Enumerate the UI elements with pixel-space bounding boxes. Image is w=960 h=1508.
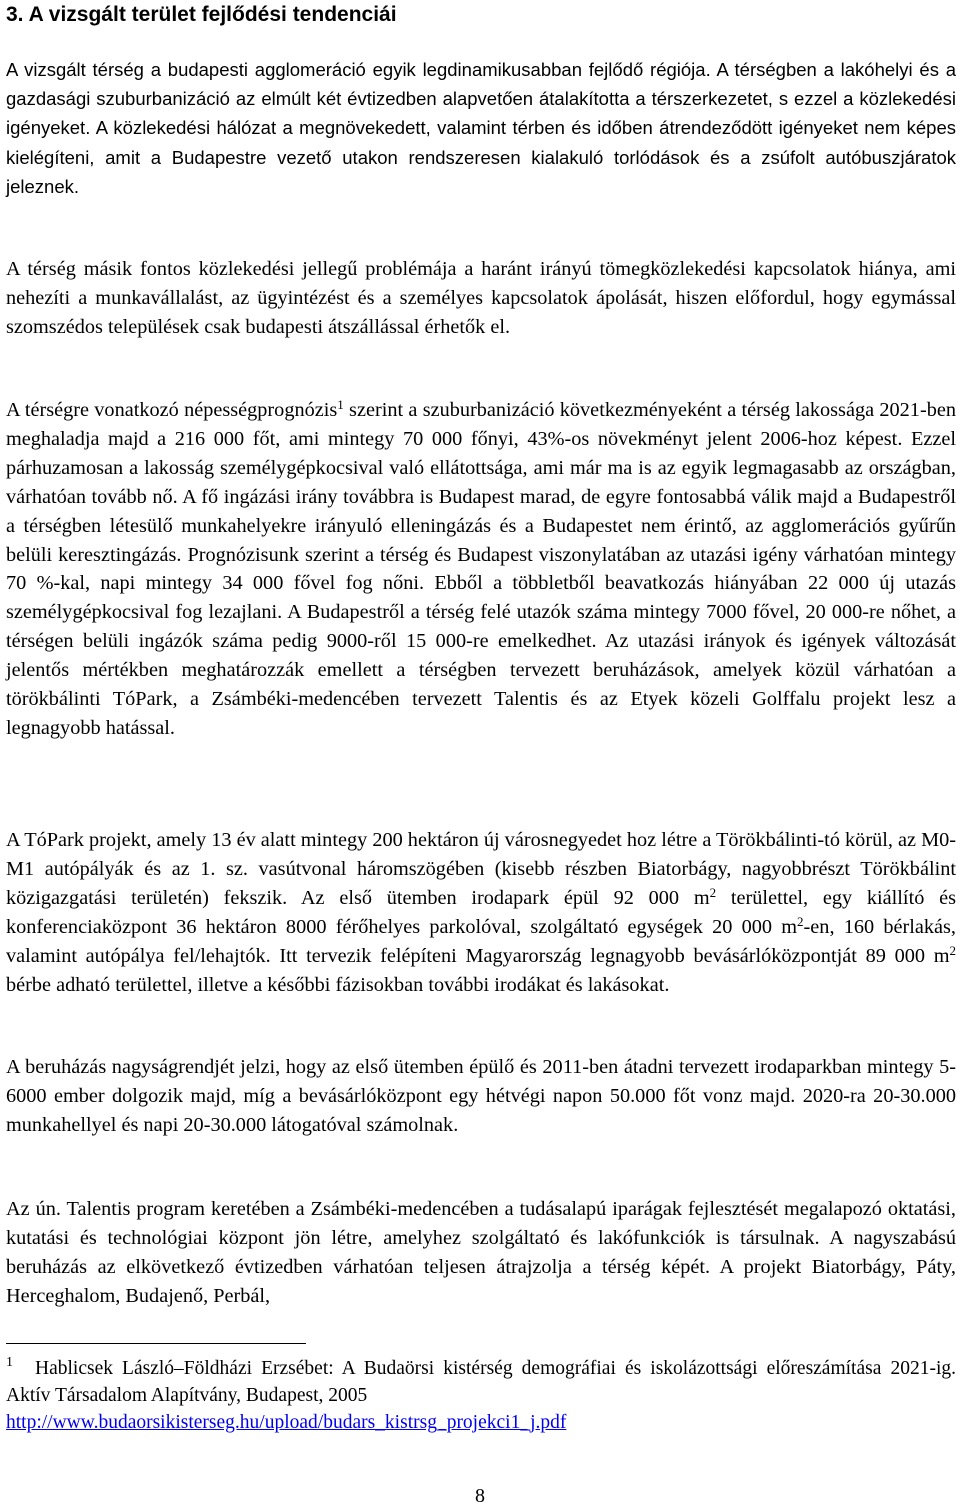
paragraph-3-text-a: A térségre vonatkozó népességprognózis — [6, 399, 338, 421]
paragraph-4 — [6, 826, 956, 999]
paragraph-1: A vizsgált térség a budapesti agglomeráció egyik legdinamikusabban fejlődő régiója. A térségben a lakóhelyi és a gazdasági szuburbanizáció az elmúlt két évtizedben alapvetően átalakította a térszerkezetet, s ezzel a közlekedési igényeket. A közlekedési hálózat a megnövekedett, valamint térben és időben átrendeződött igényeket nem képes kielégíteni, amit a Budapestre vezető utakon rendszeresen kialakuló torlódások és a zsúfolt autóbuszjáratok jeleznek. — [6, 59, 956, 197]
page-number: 8 — [475, 1485, 485, 1507]
footnote-link[interactable]: http://www.budaorsikisterseg.hu/upload/budars_kistrsg_projekci1_j.pdf — [6, 1412, 567, 1433]
superscript: 2 — [949, 942, 956, 958]
paragraph-4-text-d: bérbe adható területtel, illetve a későbbi fázisokban további irodákat és lakásokat. — [6, 973, 670, 996]
footnote-separator — [6, 1343, 306, 1344]
section-heading: 3. A vizsgált terület fejlődési tendenciái — [6, 3, 397, 26]
paragraph-3 — [6, 396, 956, 743]
paragraph-5: A beruházás nagyságrendjét jelzi, hogy az első ütemben épülő és 2011-ben átadni tervezett irodaparkban mintegy 5-6000 ember dolgozik majd, míg a bevásárlóközpont egy hétvégi napon 50.000 főt vonz majd. 2020-ra 20-30.000 munkahellyel és napi 20-30.000 látogatóval számolnak. — [6, 1056, 956, 1136]
footnote-ref[interactable]: 1 — [337, 397, 344, 412]
paragraph-6: Az ún. Talentis program keretében a Zsámbéki-medencében a tudásalapú iparágak fejlesztését megalapozó oktatási, kutatási és technológiai központ jön létre, amelyhez szolgáltató és lakófunkciók is társulnak. A nagyszabású beruházás az elkövetkező évtizedben várhatóan teljesen átrajzolja a térség képét. A projekt Biatorbágy, Páty, Herceghalom, Budajenő, Perbál, — [6, 1198, 956, 1307]
paragraph-4-text-b: területtel, egy kiállító és konferenciaközpont 36 hektáron 8000 férőhelyes parkolóval, szolgáltató egységek 20 000 m — [6, 886, 957, 938]
paragraph-3-text-b: szerint a szuburbanizáció következményeként a térség lakossága 2021-ben meghaladja majd a 216 000 főt, ami mintegy 70 000 főnyi, 43%-os növekményt jelent 2006-hoz képest. Ezzel párhuzamosan a lakosság személygépkocsival való ellátottsága, ami már ma is az egyik legmagasabb az országban, várhatóan tovább nő. A fő ingázási irány továbbra is Budapest marad, de egyre fontosabbá válik majd a Budapestről a térségben létesülő munkahelyekre irányuló elleningázás és a Budapestet nem érintő, az agglomerációs gyűrűn belüli keresztingázás. Prognózisunk szerint a térség és Budapest viszonylatában az utazási igény várhatóan mintegy 70 %-kal, napi mintegy 34 000 fővel fog nőni. Ebből a többletből beavatkozás hiányában 22 000 új utazás személygépkocsival fog lezajlani. A Budapestről a térség felé utazók száma mintegy 7000 fővel, 20 000-re nőhet, a térségen belüli ingázók száma pedig 9000-ről 15 000-re emelkedhet. Az utazási irányok és igények változását jelentős mértékben meghatározzák emellett a térségben tervezett beruházások, amelyek közül várhatóan a törökbálinti TóPark, a Zsámbéki-medencében tervezett Talentis és az Etyek közeli Golffalu projekt lesz a legnagyobb hatással. — [6, 399, 956, 739]
footnote-number: 1 — [6, 1355, 13, 1370]
paragraph-4-text-a: A TóPark projekt, amely 13 év alatt mintegy 200 hektáron új városnegyedet hoz létre a Törökbálinti-tó körül, az M0-M1 autópályák és az 1. sz. vasútvonal háromszögében (kisebb részben Biatorbágy, nagyobbrészt Törökbálint közigazgatási területén) fekszik. Az első ütemben irodapark épül 92 000 m — [6, 829, 956, 909]
superscript: 2 — [709, 884, 717, 900]
paragraph-2: A térség másik fontos közlekedési jellegű problémája a haránt irányú tömegközlekedési kapcsolatok hiánya, ami nehezíti a munkavállalást, az ügyintézést és a személyes kapcsolatok ápolását, hiszen előfordul, hogy egymással szomszédos települések csak budapesti átszállással érhetők el. — [6, 258, 956, 338]
footnote-text: Hablicsek László–Földházi Erzsébet: A Budaörsi kistérség demográfiai és iskolázottsági előreszámítása 2021-ig. Aktív Társadalom Alapítvány, Budapest, 2005 — [6, 1358, 956, 1406]
superscript: 2 — [797, 913, 804, 929]
footnote — [6, 1355, 956, 1436]
paragraph-4-text-c: -en, 160 bérlakás, valamint autópálya fel/lehajtók. Itt tervezik felépíteni Magyarország legnagyobb bevásárlóközpontját 89 000 m — [6, 915, 956, 967]
